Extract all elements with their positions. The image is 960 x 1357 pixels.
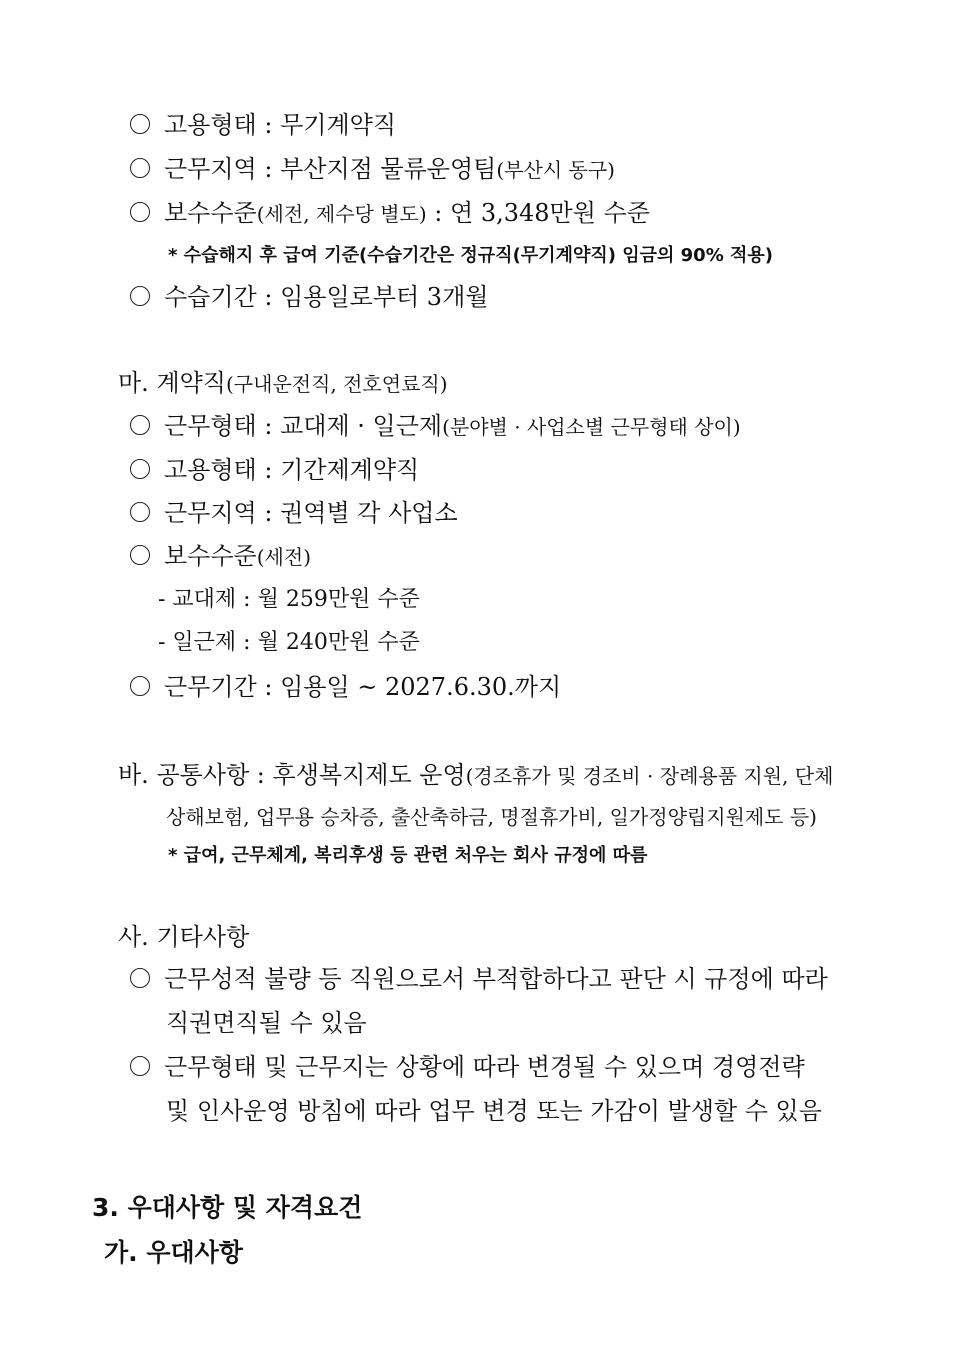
sub-day-pay: - 일근제 : 월 240만원 수준 — [158, 630, 420, 655]
circle-bullet-icon — [130, 158, 150, 178]
welfare-note: * 급여, 근무체계, 복리후생 등 관련 처우는 회사 규정에 따름 — [168, 845, 648, 866]
item-employment-type: 고용형태 : 무기계약직 — [130, 110, 396, 140]
item-change-cont: 및 인사운영 방침에 따라 업무 변경 또는 가감이 발생할 수 있음 — [166, 1097, 822, 1125]
circle-bullet-icon — [130, 545, 150, 565]
circle-bullet-icon — [130, 502, 150, 522]
item-work-location: 근무지역 : 부산지점 물류운영팀(부산시 동구) — [130, 154, 615, 185]
circle-bullet-icon — [130, 459, 150, 479]
item-employment-type-2: 고용형태 : 기간제계약직 — [130, 455, 419, 485]
section-ma-title: 마. 계약직(구내운전직, 전호연료직) — [118, 369, 448, 397]
circle-bullet-icon — [130, 968, 150, 988]
item-probation: 수습기간 : 임용일로부터 3개월 — [130, 282, 488, 312]
sub-shift-pay: - 교대제 : 월 259만원 수준 — [158, 587, 420, 612]
item-work-period: 근무기간 : 임용일 ~ 2027.6.30.까지 — [130, 672, 561, 702]
section-3-subtitle: 가. 우대사항 — [104, 1238, 243, 1267]
item-dismissal-cont: 직권면직될 수 있음 — [166, 1009, 367, 1037]
probation-note: * 수습해지 후 급여 기준(수습기간은 정규직(무기계약직) 임금의 90% 적용) — [168, 245, 774, 266]
circle-bullet-icon — [130, 1056, 150, 1076]
section-sa-title: 사. 기타사항 — [118, 923, 250, 951]
item-pay-level-2: 보수수준(세전) — [130, 541, 311, 572]
circle-bullet-icon — [130, 286, 150, 306]
section-ba-title: 바. 공통사항 : 후생복지제도 운영(경조휴가 및 경조비 · 장례용품 지원, 단체 — [118, 761, 834, 789]
circle-bullet-icon — [130, 676, 150, 696]
item-pay-level: 보수수준(세전, 제수당 별도) : 연 3,348만원 수준 — [130, 198, 650, 229]
item-change: 근무형태 및 근무지는 상황에 따라 변경될 수 있으며 경영전략 — [130, 1052, 805, 1082]
section-3-title: 3. 우대사항 및 자격요건 — [92, 1193, 363, 1222]
item-dismissal: 근무성적 불량 등 직원으로서 부적합하다고 판단 시 규정에 따라 — [130, 964, 828, 994]
item-work-location-2: 근무지역 : 권역별 각 사업소 — [130, 498, 458, 528]
circle-bullet-icon — [130, 114, 150, 134]
circle-bullet-icon — [130, 415, 150, 435]
circle-bullet-icon — [130, 202, 150, 222]
item-work-form: 근무형태 : 교대제 · 일근제(분야별 · 사업소별 근무형태 상이) — [130, 411, 741, 442]
section-ba-line2: 상해보험, 업무용 승차증, 출산축하금, 명절휴가비, 일가정양립지원제도 등) — [166, 805, 817, 829]
